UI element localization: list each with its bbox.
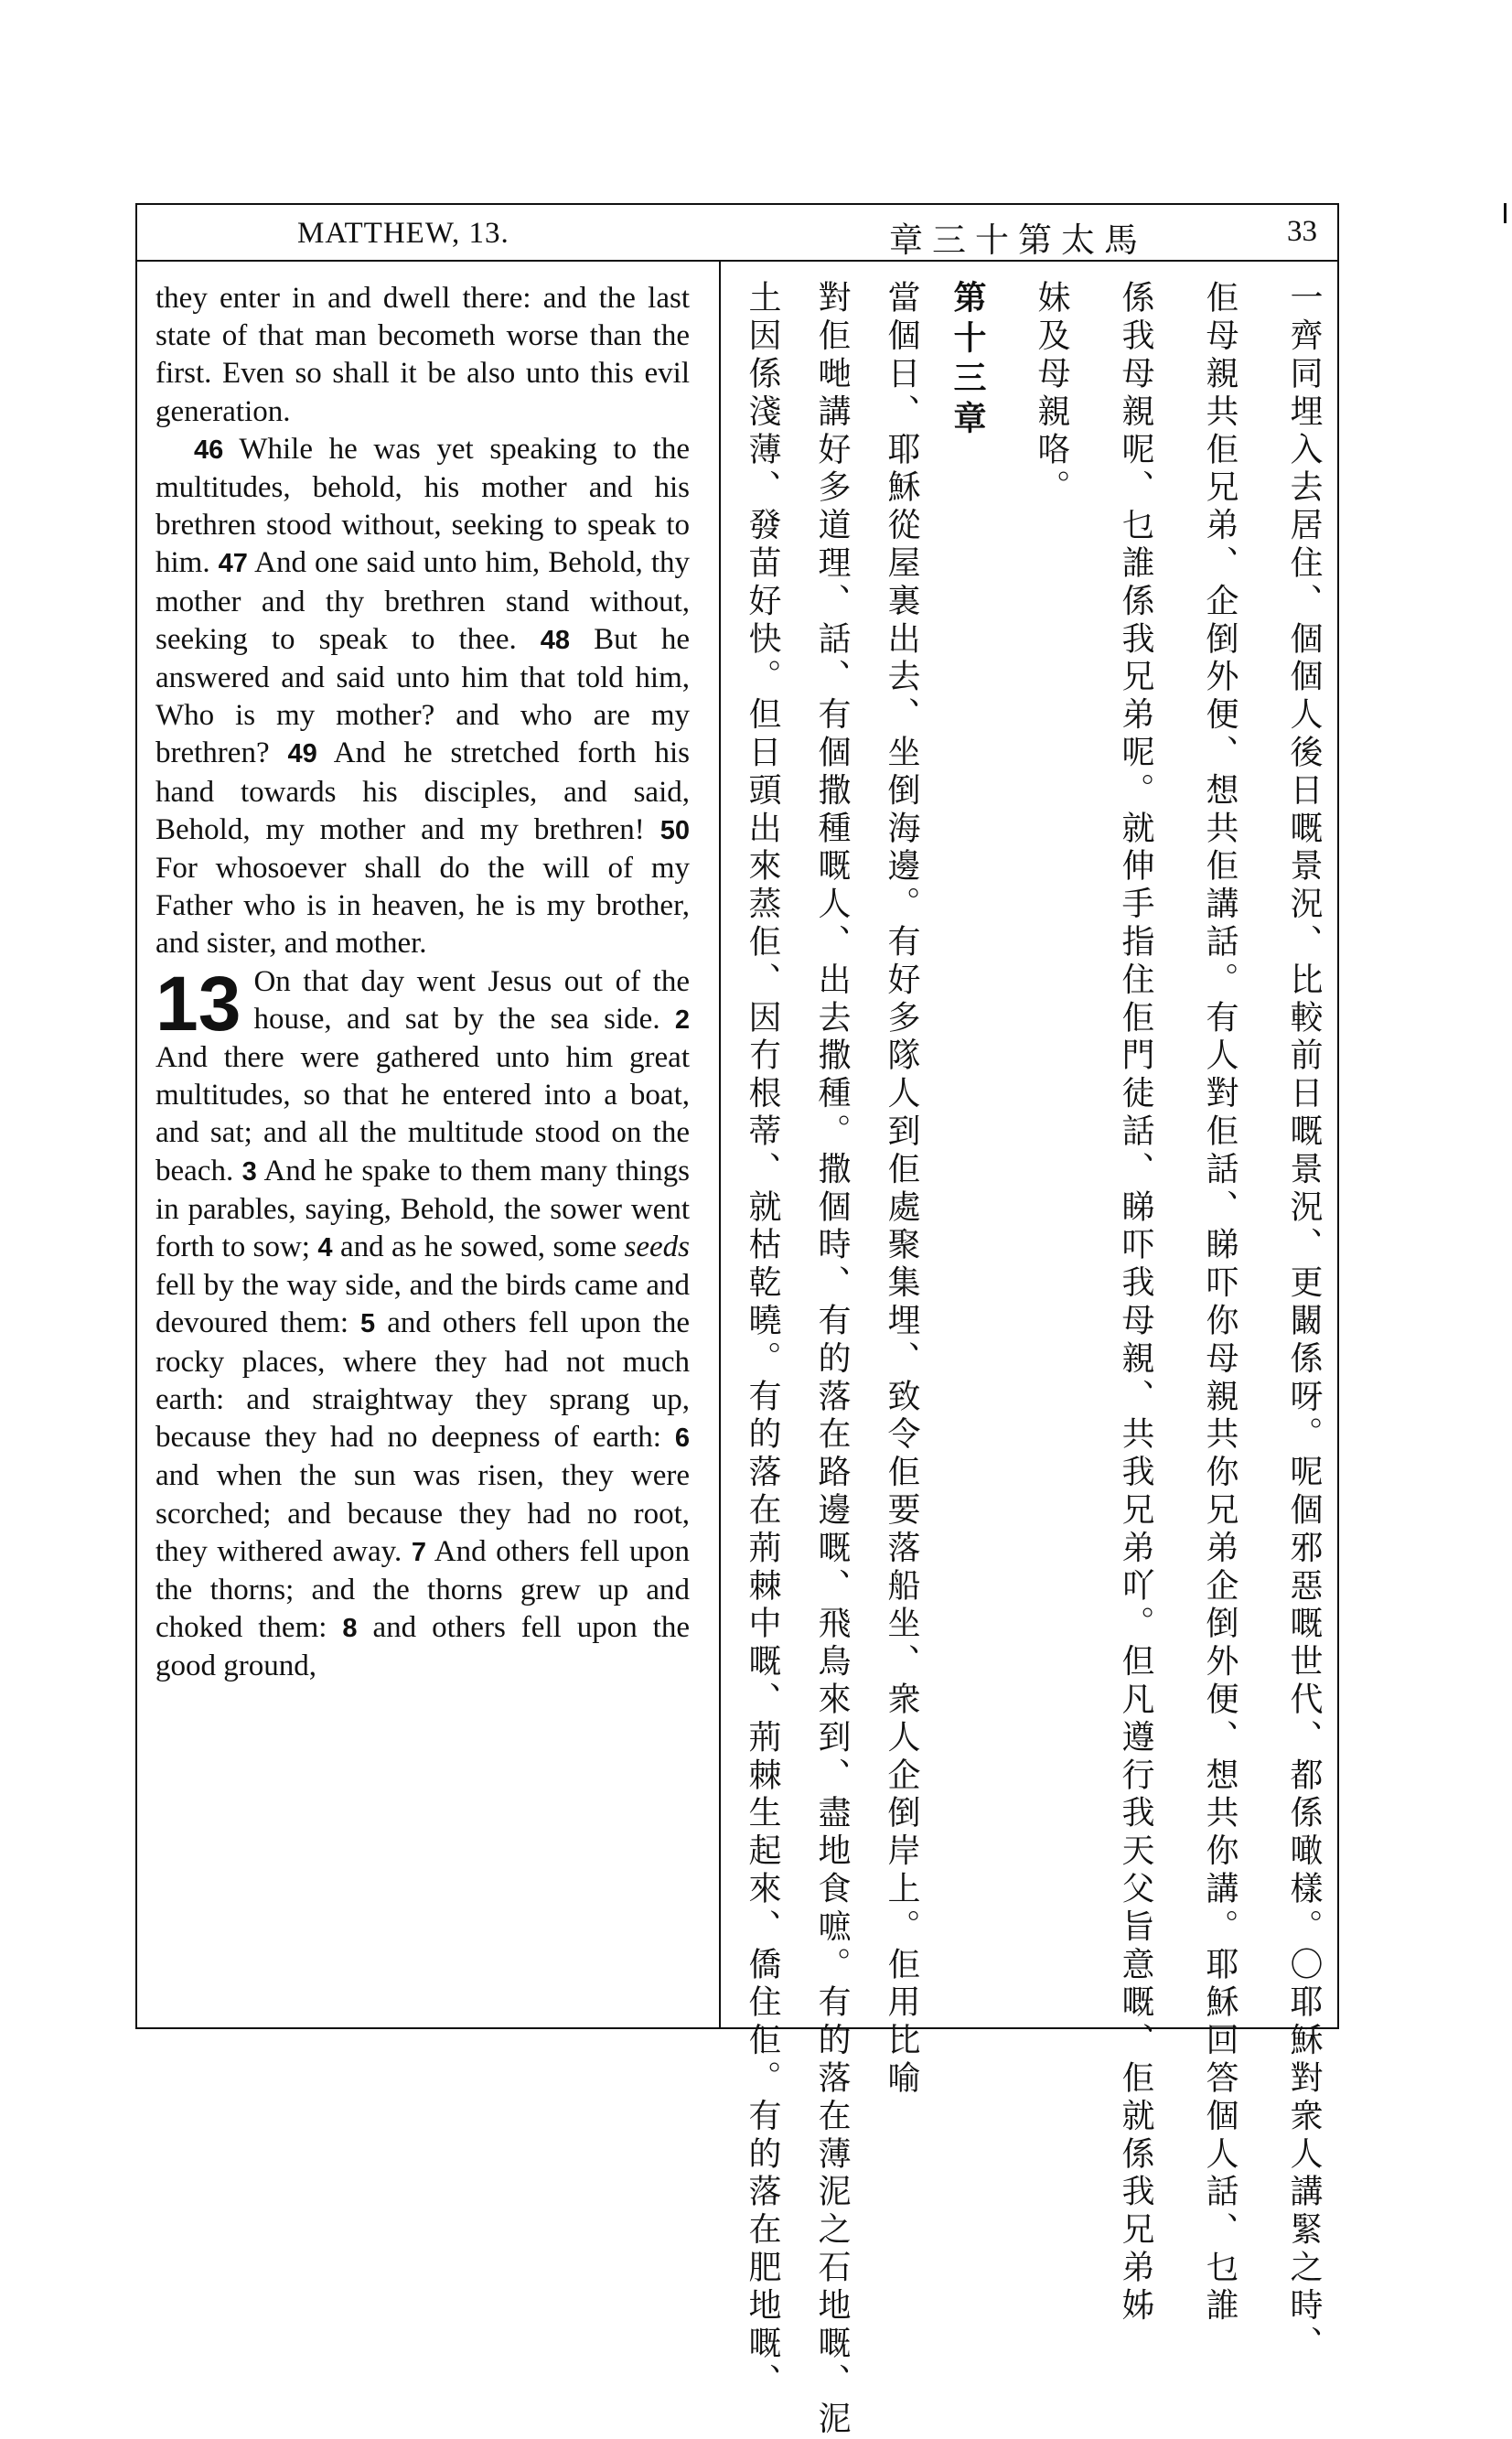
book-chapter-heading: MATTHEW, 13. <box>297 217 509 250</box>
verse-text: they enter in and dwell there: and the last state of that man becometh worse than the first. Even so shall it be also unto this evil generation. <box>155 282 690 428</box>
verse-text: and as he sowed, some <box>332 1230 625 1264</box>
english-paragraph <box>155 431 690 963</box>
page-frame <box>135 203 1339 2439</box>
verse-number: 2 <box>674 1005 691 1035</box>
verse-number: 3 <box>241 1156 257 1187</box>
chinese-column: 當個日、耶穌從屋裏出去、坐倒海邊。有好多隊人到佢處聚集埋、致令佢要落船坐、衆人企倒岸上。佢用比喻 <box>883 280 920 2099</box>
chinese-chapter-heading: 章三十第太馬 <box>889 222 1147 260</box>
verse-text: And he spake to them many things in parables, saying, Behold, the sower went forth to sow; <box>155 1154 690 1264</box>
chinese-column: 妹及母親咯。 <box>1033 280 1070 508</box>
verse-text: And one said unto him, Behold, thy mother and thy brethren stand without, seeking to speak to thee. <box>155 546 690 656</box>
chinese-column: 係我母親呢、乜誰係我兄弟呢。就伸手指住佢門徒話、睇吓我母親、共我兄弟吖。但凡遵行我天父旨意嘅、佢就係我兄弟姊 <box>1117 280 1154 2326</box>
margin-mark <box>1504 203 1507 223</box>
chinese-column: 佢母親共佢兄弟、企倒外便、想共佢講話。有人對佢話、睇吓你母親共你兄弟企倒外便、想共你講。耶穌回答個人話、乜誰 <box>1201 280 1239 2326</box>
verse-number: 49 <box>287 739 317 769</box>
verse-text: fell by the way side, and the birds came and devoured them: <box>155 1269 690 1340</box>
verse-number: 8 <box>342 1614 358 1644</box>
verse-text: On that day went Jesus out of the house, and sat by the sea side. <box>253 964 690 1036</box>
verse-number: 6 <box>674 1424 690 1454</box>
page-number: 33 <box>1287 215 1317 248</box>
verse-text: And he stretched forth his hand towards his disciples, and said, Behold, my mother and my brethren! <box>155 736 690 846</box>
chinese-column: 土因係淺薄、發苗好快。但日頭出來蒸佢、因冇根蒂、就枯乾曉。有的落在荊棘中嘅、荊棘生起來、僑住佢。有的落在肥地嘅、 <box>744 280 781 2401</box>
verse-number: 5 <box>360 1309 376 1339</box>
english-paragraph <box>155 280 690 431</box>
chinese-column: 一齊同埋入去居住、個個人後日嘅景況、比較前日嘅景況、更闞係呀。呢個邪惡嘅世代、都係噉樣。〇耶穌對衆人講緊之時、 <box>1285 280 1323 2363</box>
verse-number: 4 <box>317 1233 333 1263</box>
chinese-text-column <box>732 280 1326 2439</box>
italic-word: seeds <box>624 1230 691 1264</box>
verse-text: While he was yet speaking to the multitudes, behold, his mother and his brethren stood without, seeking to speak to him. <box>155 432 690 580</box>
verse-number: 47 <box>218 549 248 579</box>
verse-text: and others fell upon the good ground, <box>155 1611 690 1683</box>
verse-number: 46 <box>194 435 224 465</box>
verse-number: 48 <box>540 625 571 655</box>
english-paragraph <box>155 960 691 1686</box>
chinese-chapter-title: 第十三章 <box>949 280 986 441</box>
verse-text: and when the sun was risen, they were scorched; and because they had no root, they withered away. <box>155 1459 690 1568</box>
verse-text: For whosoever shall do the will of my Father who is in heaven, he is my brother, and sister, and mother. <box>155 852 690 961</box>
chapter-number-dropcap: 13 <box>155 960 241 1047</box>
verse-number: 7 <box>411 1537 426 1567</box>
page-header <box>137 205 1337 262</box>
verse-text: But he answered and said unto him that told him, Who is my mother? and who are my brethren? <box>155 622 691 770</box>
verse-text: And there were gathered unto him great multitudes, so that he entered into a boat, and sat; and all the multitude stood on the beach. <box>155 1041 690 1187</box>
chinese-column: 對佢哋講好多道理、話、有個撒種嘅人、出去撒種。撒個時、有的落在路邊嘅、飛鳥來到、盡地食嗻。有的落在薄泥之石地嘅、泥 <box>813 280 851 2439</box>
verse-text: and others fell upon the rocky places, where they had not much earth: and straightway they sprang up, because they had no deepness of earth: <box>155 1306 690 1455</box>
english-text-column <box>155 280 690 1686</box>
verse-number: 50 <box>659 815 691 845</box>
column-divider <box>719 262 721 2027</box>
verse-text: And others fell upon the thorns; and the thorns grew up and choked them: <box>155 1534 691 1645</box>
